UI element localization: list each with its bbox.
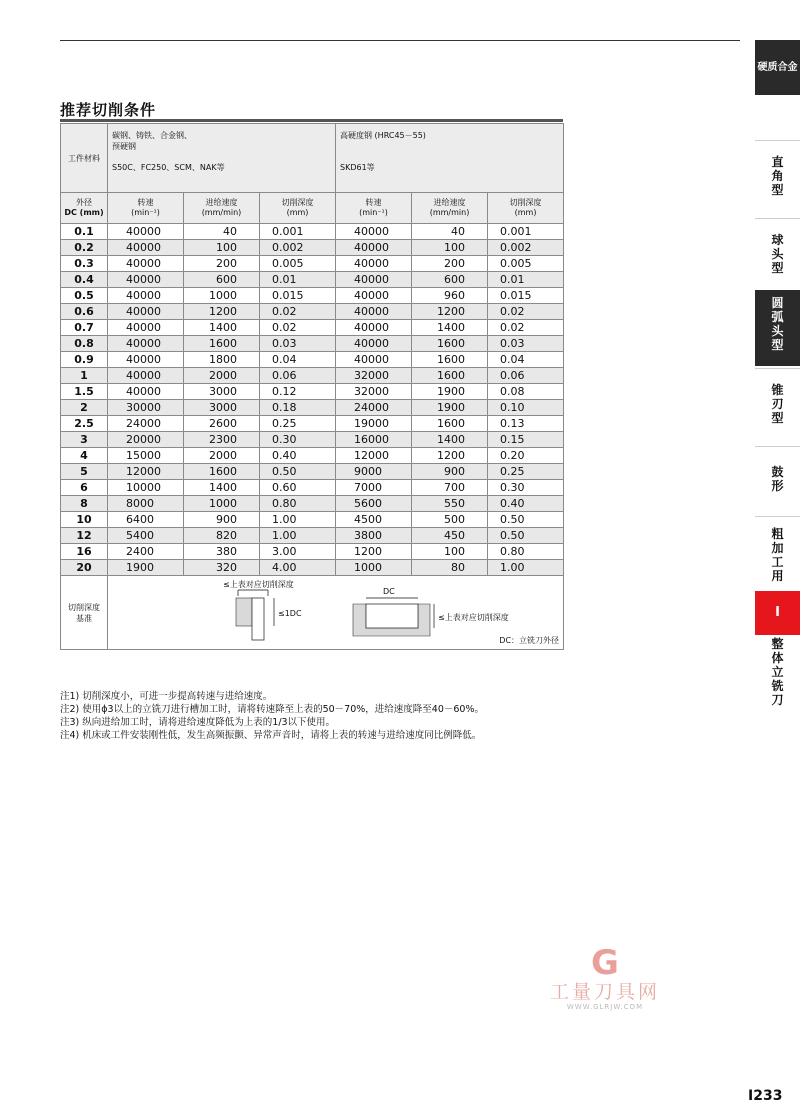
slot-dc-label: DC [383,587,395,596]
table-row [61,560,564,576]
note-3: 注3) 纵向进给加工时，请将进给速度降低为上表的1/3以下使用。 [60,717,336,728]
table-row [61,240,564,256]
b-speed-header: 转速 (min⁻¹) [336,193,412,224]
b-feed-cell: 100 [412,544,488,560]
b-speed-cell: 40000 [336,240,412,256]
a-depth-cell: 0.001 [260,224,336,240]
b-feed-header: 进给速度 (mm/min) [412,193,488,224]
a-speed-cell: 8000 [108,496,184,512]
b-depth-cell: 1.00 [488,560,564,576]
table-row [61,416,564,432]
b-depth-cell: 0.80 [488,544,564,560]
dc-cell: 3 [61,432,108,448]
b-feed-cell: 200 [412,256,488,272]
dc-header: 外径 DC (mm) [61,193,108,224]
note-1: 注1) 切削深度小，可进一步提高转速与进给速度。 [60,691,273,702]
tab-solid-endmill: 整体立铣刀 [771,637,784,707]
a-speed-cell: 10000 [108,480,184,496]
table-row [61,256,564,272]
dc-cell: 0.7 [61,320,108,336]
group-b-examples: SKD61等 [340,163,375,172]
b-speed-cell: 1200 [336,544,412,560]
a-depth-cell: 0.25 [260,416,336,432]
b-feed-cell: 1900 [412,384,488,400]
b-feed-cell: 700 [412,480,488,496]
title-rule [60,119,563,122]
depth-reference-label: 切削深度 基准 [61,576,108,650]
a-speed-cell: 20000 [108,432,184,448]
b-depth-header: 切削深度 (mm) [488,193,564,224]
dc-cell: 10 [61,512,108,528]
a-feed-cell: 380 [184,544,260,560]
tab-barrel[interactable]: 鼓形 [755,446,800,535]
slot-depth-label: ≤上表对应切削深度 [438,613,509,622]
b-speed-cell: 12000 [336,448,412,464]
b-speed-cell: 19000 [336,416,412,432]
b-depth-cell: 0.50 [488,512,564,528]
a-feed-cell: 2600 [184,416,260,432]
a-depth-cell: 0.12 [260,384,336,400]
a-depth-cell: 0.06 [260,368,336,384]
table-row [61,448,564,464]
side-1dc-label: ≤1DC [278,609,302,618]
b-speed-cell: 40000 [336,224,412,240]
table-row [61,464,564,480]
a-feed-cell: 1400 [184,480,260,496]
b-feed-cell: 40 [412,224,488,240]
a-depth-cell: 0.005 [260,256,336,272]
b-feed-cell: 1400 [412,432,488,448]
dc-cell: 8 [61,496,108,512]
dc-cell: 0.9 [61,352,108,368]
a-feed-cell: 1200 [184,304,260,320]
dc-cell: 0.3 [61,256,108,272]
b-feed-cell: 80 [412,560,488,576]
b-speed-cell: 24000 [336,400,412,416]
watermark-url: WWW.GLRJW.COM [566,1003,644,1011]
b-speed-cell: 32000 [336,384,412,400]
a-depth-cell: 0.60 [260,480,336,496]
tab-radius[interactable]: 圆弧头型 [755,290,800,366]
b-speed-cell: 3800 [336,528,412,544]
a-speed-cell: 40000 [108,240,184,256]
a-feed-cell: 1600 [184,336,260,352]
a-depth-cell: 0.03 [260,336,336,352]
b-depth-cell: 0.002 [488,240,564,256]
a-feed-cell: 100 [184,240,260,256]
a-feed-cell: 2000 [184,448,260,464]
header-row [61,193,564,224]
tab-roughing[interactable]: 粗加工用 [755,516,800,603]
b-depth-cell: 0.25 [488,464,564,480]
b-feed-cell: 1600 [412,336,488,352]
depth-reference-diagrams [108,576,564,650]
dc-cell: 16 [61,544,108,560]
table-row [61,512,564,528]
table-row [61,496,564,512]
a-depth-cell: 4.00 [260,560,336,576]
b-feed-cell: 1600 [412,416,488,432]
b-speed-cell: 16000 [336,432,412,448]
b-depth-cell: 0.20 [488,448,564,464]
a-speed-cell: 6400 [108,512,184,528]
a-speed-cell: 40000 [108,224,184,240]
a-speed-cell: 30000 [108,400,184,416]
a-feed-cell: 1800 [184,352,260,368]
group-a-examples: S50C、FC250、SCM、NAK等 [112,163,225,172]
b-depth-cell: 0.08 [488,384,564,400]
b-speed-cell: 40000 [336,272,412,288]
table-row [61,528,564,544]
a-depth-cell: 0.40 [260,448,336,464]
b-depth-cell: 0.13 [488,416,564,432]
a-speed-cell: 40000 [108,288,184,304]
table-row [61,384,564,400]
note-4: 注4) 机床或工件安装刚性低，发生高频振颤、异常声音时，请将上表的转速与进给速度同比例降低。 [60,730,482,741]
page-number: I233 [748,1088,783,1104]
a-feed-cell: 3000 [184,384,260,400]
b-feed-cell: 1600 [412,352,488,368]
a-speed-cell: 1900 [108,560,184,576]
b-feed-cell: 960 [412,288,488,304]
group-a-materials-2: 预硬钢 [112,142,136,151]
a-feed-cell: 200 [184,256,260,272]
b-feed-cell: 1200 [412,448,488,464]
b-speed-cell: 40000 [336,304,412,320]
dc-cell: 6 [61,480,108,496]
b-depth-cell: 0.02 [488,304,564,320]
section-title: 推荐切削条件 [60,101,157,119]
b-depth-cell: 0.005 [488,256,564,272]
b-feed-cell: 550 [412,496,488,512]
table-row [61,304,564,320]
b-depth-cell: 0.015 [488,288,564,304]
dc-cell: 0.6 [61,304,108,320]
a-depth-cell: 0.80 [260,496,336,512]
table-row [61,336,564,352]
b-feed-cell: 450 [412,528,488,544]
depth-diagram [108,576,563,649]
a-speed-cell: 40000 [108,384,184,400]
a-speed-cell: 40000 [108,368,184,384]
notes [60,690,484,742]
a-feed-cell: 1400 [184,320,260,336]
b-feed-cell: 500 [412,512,488,528]
a-feed-cell: 1600 [184,464,260,480]
b-depth-cell: 0.15 [488,432,564,448]
b-feed-cell: 1200 [412,304,488,320]
tab-section-i[interactable]: I [755,591,800,635]
a-speed-cell: 40000 [108,256,184,272]
b-speed-cell: 32000 [336,368,412,384]
group-b-materials: 高硬度钢 (HRC45－55) [340,131,426,140]
dc-cell: 2.5 [61,416,108,432]
table-row [61,352,564,368]
a-speed-cell: 5400 [108,528,184,544]
a-depth-cell: 0.04 [260,352,336,368]
b-feed-cell: 600 [412,272,488,288]
a-feed-cell: 900 [184,512,260,528]
a-depth-cell: 0.30 [260,432,336,448]
a-feed-cell: 3000 [184,400,260,416]
dc-cell: 0.1 [61,224,108,240]
b-depth-cell: 0.10 [488,400,564,416]
a-depth-cell: 1.00 [260,512,336,528]
tab-carbide[interactable]: 硬质合金 [755,40,800,95]
b-depth-cell: 0.06 [488,368,564,384]
a-speed-cell: 40000 [108,352,184,368]
b-feed-cell: 1600 [412,368,488,384]
b-feed-cell: 1900 [412,400,488,416]
a-feed-cell: 40 [184,224,260,240]
a-speed-cell: 12000 [108,464,184,480]
b-feed-cell: 1400 [412,320,488,336]
dc-cell: 0.5 [61,288,108,304]
a-depth-cell: 0.02 [260,304,336,320]
dc-cell: 0.2 [61,240,108,256]
a-feed-cell: 1000 [184,496,260,512]
side-depth-label: ≤上表对应切削深度 [223,580,294,589]
a-feed-cell: 820 [184,528,260,544]
cutting-conditions-table [60,123,564,650]
table-row [61,368,564,384]
table-row [61,480,564,496]
tab-square[interactable]: 直角型 [755,140,800,225]
b-feed-cell: 900 [412,464,488,480]
a-feed-cell: 320 [184,560,260,576]
dc-cell: 5 [61,464,108,480]
a-speed-cell: 2400 [108,544,184,560]
a-depth-cell: 3.00 [260,544,336,560]
b-speed-cell: 9000 [336,464,412,480]
a-feed-cell: 1000 [184,288,260,304]
group-a-materials: 碳钢、铸铁、合金钢、 [112,131,192,140]
b-speed-cell: 40000 [336,288,412,304]
b-speed-cell: 40000 [336,352,412,368]
a-feed-cell: 600 [184,272,260,288]
b-speed-cell: 5600 [336,496,412,512]
dc-cell: 0.8 [61,336,108,352]
tab-taper[interactable]: 锥刃型 [755,368,800,453]
b-speed-cell: 7000 [336,480,412,496]
a-feed-cell: 2300 [184,432,260,448]
b-depth-cell: 0.03 [488,336,564,352]
dc-cell: 12 [61,528,108,544]
b-feed-cell: 100 [412,240,488,256]
material-row [61,124,564,193]
work-material-label: 工件材料 [61,124,108,193]
b-depth-cell: 0.50 [488,528,564,544]
b-depth-cell: 0.01 [488,272,564,288]
a-speed-cell: 40000 [108,304,184,320]
b-depth-cell: 0.30 [488,480,564,496]
watermark-text: 工量刀具网 [549,981,660,1003]
b-depth-cell: 0.02 [488,320,564,336]
a-depth-cell: 0.01 [260,272,336,288]
b-speed-cell: 40000 [336,256,412,272]
dc-definition-note: DC：立铣刀外径 [499,636,560,645]
dc-cell: 1 [61,368,108,384]
a-speed-header: 转速 (min⁻¹) [108,193,184,224]
a-depth-header: 切削深度 (mm) [260,193,336,224]
note-2: 注2) 使用ϕ3以上的立铣刀进行槽加工时，请将转速降至上表的50－70%，进给速度降至40－60%。 [60,704,484,715]
watermark [540,945,670,1011]
table-row [61,272,564,288]
depth-reference-row [61,576,564,650]
dc-cell: 4 [61,448,108,464]
table-row [61,288,564,304]
watermark-logo: G [591,943,619,983]
a-depth-cell: 1.00 [260,528,336,544]
dc-cell: 20 [61,560,108,576]
a-feed-cell: 2000 [184,368,260,384]
table-row [61,400,564,416]
b-speed-cell: 4500 [336,512,412,528]
dc-cell: 0.4 [61,272,108,288]
b-speed-cell: 40000 [336,336,412,352]
a-depth-cell: 0.50 [260,464,336,480]
a-depth-cell: 0.18 [260,400,336,416]
b-depth-cell: 0.001 [488,224,564,240]
a-depth-cell: 0.015 [260,288,336,304]
a-speed-cell: 24000 [108,416,184,432]
dc-cell: 2 [61,400,108,416]
table-row [61,224,564,240]
table-row [61,544,564,560]
b-depth-cell: 0.04 [488,352,564,368]
b-speed-cell: 1000 [336,560,412,576]
table-row [61,320,564,336]
a-depth-cell: 0.02 [260,320,336,336]
a-speed-cell: 40000 [108,336,184,352]
dc-cell: 1.5 [61,384,108,400]
table-row [61,432,564,448]
material-group-b [336,124,564,193]
material-group-a [108,124,336,193]
tab-ball[interactable]: 球头型 [755,218,800,303]
a-depth-cell: 0.002 [260,240,336,256]
top-rule [60,40,740,41]
a-speed-cell: 40000 [108,320,184,336]
b-depth-cell: 0.40 [488,496,564,512]
a-speed-cell: 15000 [108,448,184,464]
b-speed-cell: 40000 [336,320,412,336]
a-feed-header: 进给速度 (mm/min) [184,193,260,224]
a-speed-cell: 40000 [108,272,184,288]
